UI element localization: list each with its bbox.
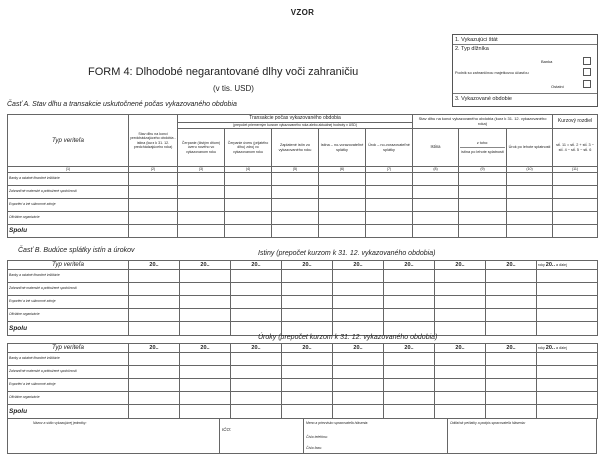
kurzovy-rozdiel-header: Kurzový rozdiel xyxy=(553,115,598,129)
col-number: (2) xyxy=(129,167,178,173)
last-year-suffix: a ďalej xyxy=(555,345,567,350)
transakcie-group-header xyxy=(178,115,413,123)
col-number: (3) xyxy=(178,167,225,173)
col-formula-header: stĺ. 11 = stĺ. 2 + stĺ. 3 − stĺ. 4 − stĺ. 5 − stĺ. 6 xyxy=(553,129,598,167)
col-number: (10) xyxy=(507,167,553,173)
ostatni-checkbox[interactable] xyxy=(583,80,591,88)
col-stav-dlhu-header: Stav dlhu na konci predchádzajúceho obdobia - istina (kurz k 31. 12. predchádzajúceho roka) xyxy=(129,115,178,167)
last-year-value: 20.. xyxy=(545,344,555,351)
page-title: FORM 4: Dlhodobé negarantované dlhy voči zahraničiu xyxy=(88,66,359,78)
col-number: (7) xyxy=(366,167,413,173)
table-row xyxy=(8,309,598,322)
istiny-year-header: 20.. xyxy=(333,261,384,270)
table-row xyxy=(8,212,598,225)
uroky-year-header: 20.. xyxy=(333,344,384,353)
col-cerpanie-header: Čerpanie (čistým dňom) úveru nového vo vykazovanom roku xyxy=(178,129,225,167)
uroky-year-header: 20.. xyxy=(384,344,435,353)
ico-label: IČO: xyxy=(222,427,232,432)
uroky-year-header: 20.. xyxy=(231,344,282,353)
table-row xyxy=(8,270,598,283)
uroky-year-header: 20.. xyxy=(180,344,231,353)
typ-veritela-header: Typ veriteľa xyxy=(8,115,129,167)
infobox-reporting-period: 3. Vykazované obdobie xyxy=(455,96,512,102)
col-number: (6) xyxy=(319,167,366,173)
podnik-checkbox[interactable] xyxy=(583,68,591,76)
istiny-year-header: 20.. xyxy=(129,261,180,270)
uroky-year-header: 20.. xyxy=(129,344,180,353)
z-toho-label: z toho: xyxy=(476,140,489,145)
col-uroky-splatky-header: Úrok – no-vorazovateľné splátky xyxy=(366,129,413,167)
row-label-banky: Banky a ostatné finančné inštitúcie xyxy=(8,270,129,283)
stav-konec-group-header: Stav dlhu na konci vykazovaného obdobia (kurz k 31. 12. vykazovaného roka) xyxy=(413,115,553,129)
col-number: (4) xyxy=(225,167,272,173)
istiny-year-header: 20.. xyxy=(282,261,333,270)
row-label-spolu: Spolu xyxy=(8,405,129,419)
infobox-banka-label: Banka xyxy=(541,59,553,64)
uroky-last-year-header xyxy=(537,344,598,353)
section-a-table xyxy=(7,114,598,238)
last-year-value: 20.. xyxy=(545,261,555,268)
last-year-suffix: a ďalej xyxy=(555,262,567,267)
col-number: (11) xyxy=(553,167,598,173)
transakcie-group-title: Transakcie počas vykazovaného obdobia xyxy=(249,114,341,121)
istiny-year-header: 20.. xyxy=(435,261,486,270)
col-number: (9) xyxy=(459,167,507,173)
last-year-prefix: roky xyxy=(538,345,545,350)
form-watermark-label: VZOR xyxy=(290,8,315,17)
telefon-label: Číslo telefónu: xyxy=(306,435,328,439)
row-label-oficialne: Oficiálne organizácie xyxy=(8,392,129,405)
col-istina-header: Istina xyxy=(413,129,459,167)
istiny-typ-veritela-header: Typ veriteľa xyxy=(8,261,129,270)
uroky-year-header: 20.. xyxy=(486,344,537,353)
col-istina-splatky-header: Istina – no-vorazovateľné splátky xyxy=(319,129,366,167)
row-label-banky: Banky a ostatné finančné inštitúcie xyxy=(8,173,129,186)
row-label-exporteri: Exportéri a iné súkromné zdroje xyxy=(8,379,129,392)
uroky-table xyxy=(7,343,598,419)
infobox-podnik-label: Podnik so zahraničnou majetkovou účasťou xyxy=(455,71,529,75)
row-label-spolu: Spolu xyxy=(8,225,129,238)
col-urok-po-lehote-header: Úrok po lehote splatnosti xyxy=(507,129,553,167)
table-row xyxy=(8,186,598,199)
uroky-year-header: 20.. xyxy=(435,344,486,353)
col-number: (1) xyxy=(8,167,129,173)
col-istina-po-lehote-header xyxy=(459,129,507,167)
table-row xyxy=(8,199,598,212)
faxu-label: Číslo faxu: xyxy=(306,446,323,450)
table-row xyxy=(8,392,598,405)
table-row xyxy=(8,353,598,366)
istiny-table xyxy=(7,260,598,336)
istiny-title: Istiny (prepočet kurzom k 31. 12. vykazovaného obdobia) xyxy=(258,250,436,257)
uroky-title: Úroky (prepočet kurzom k 31. 12. vykazovaného obdobia) xyxy=(258,334,438,341)
row-label-materske: Zahraničné materské a pridružené spoločnosti xyxy=(8,283,129,296)
infobox-reporting-state: 1. Vykazujúci štát xyxy=(455,37,498,43)
odtlacok-label: Odtlačok pečiatky a podpis spracovateľa hlásenia: xyxy=(450,421,526,425)
table-row xyxy=(8,283,598,296)
infobox-ostatni-label: Ostatní xyxy=(551,84,564,89)
col-number: (5) xyxy=(272,167,319,173)
meno-label: Meno a priezvisko spracovateľa hlásenia: xyxy=(306,421,369,425)
reporting-info-box xyxy=(452,34,598,107)
uroky-year-header: 20.. xyxy=(282,344,333,353)
istiny-year-header: 20.. xyxy=(384,261,435,270)
nazov-label: Názov a sídlo vykazujúcej jednotky: xyxy=(33,421,87,425)
uroky-typ-veritela-header: Typ veriteľa xyxy=(8,344,129,353)
row-label-exporteri: Exportéri a iné súkromné zdroje xyxy=(8,199,129,212)
infobox-debtor-type: 2. Typ dlžníka xyxy=(455,46,489,52)
row-label-materske: Zahraničné materské a pridružené spoločnosti xyxy=(8,186,129,199)
table-row xyxy=(8,296,598,309)
table-row xyxy=(8,225,598,238)
section-b-title: Časť B. Budúce splátky istín a úrokov xyxy=(18,247,135,254)
istiny-last-year-header xyxy=(537,261,598,270)
transakcie-group-subtitle: (prepočet priemerným kurzom vykazovaného roka alebo aktuálnej hodnoty v USD) xyxy=(178,123,413,129)
row-label-banky: Banky a ostatné finančné inštitúcie xyxy=(8,353,129,366)
istiny-year-header: 20.. xyxy=(231,261,282,270)
row-label-oficialne: Oficiálne organizácie xyxy=(8,212,129,225)
col-zaplatene-header: Zaplatené istín zo vykazovaného roku xyxy=(272,129,319,167)
col-number: (8) xyxy=(413,167,459,173)
row-label-exporteri: Exportéri a iné súkromné zdroje xyxy=(8,296,129,309)
istiny-year-header: 20.. xyxy=(486,261,537,270)
row-label-spolu: Spolu xyxy=(8,322,129,336)
istiny-year-header: 20.. xyxy=(180,261,231,270)
page-subtitle: (v tis. USD) xyxy=(213,84,254,93)
istina-po-lehote-label: istina po lehote splatnosti xyxy=(460,147,505,154)
signature-block xyxy=(7,418,597,454)
banka-checkbox[interactable] xyxy=(583,57,591,65)
col-cerpanie2-header: Čerpanie úveru (prijatého dlhu) zdroj vo vykazovanom roku xyxy=(225,129,272,167)
row-label-materske: Zahraničné materské a pridružené spoločnosti xyxy=(8,366,129,379)
section-a-title: Časť A. Stav dlhu a transakcie uskutočnené počas vykazovaného obdobia xyxy=(7,101,237,108)
last-year-prefix: roky xyxy=(538,262,545,267)
table-row xyxy=(8,379,598,392)
table-row xyxy=(8,405,598,419)
row-label-oficialne: Oficiálne organizácie xyxy=(8,309,129,322)
table-row xyxy=(8,366,598,379)
table-row xyxy=(8,173,598,186)
